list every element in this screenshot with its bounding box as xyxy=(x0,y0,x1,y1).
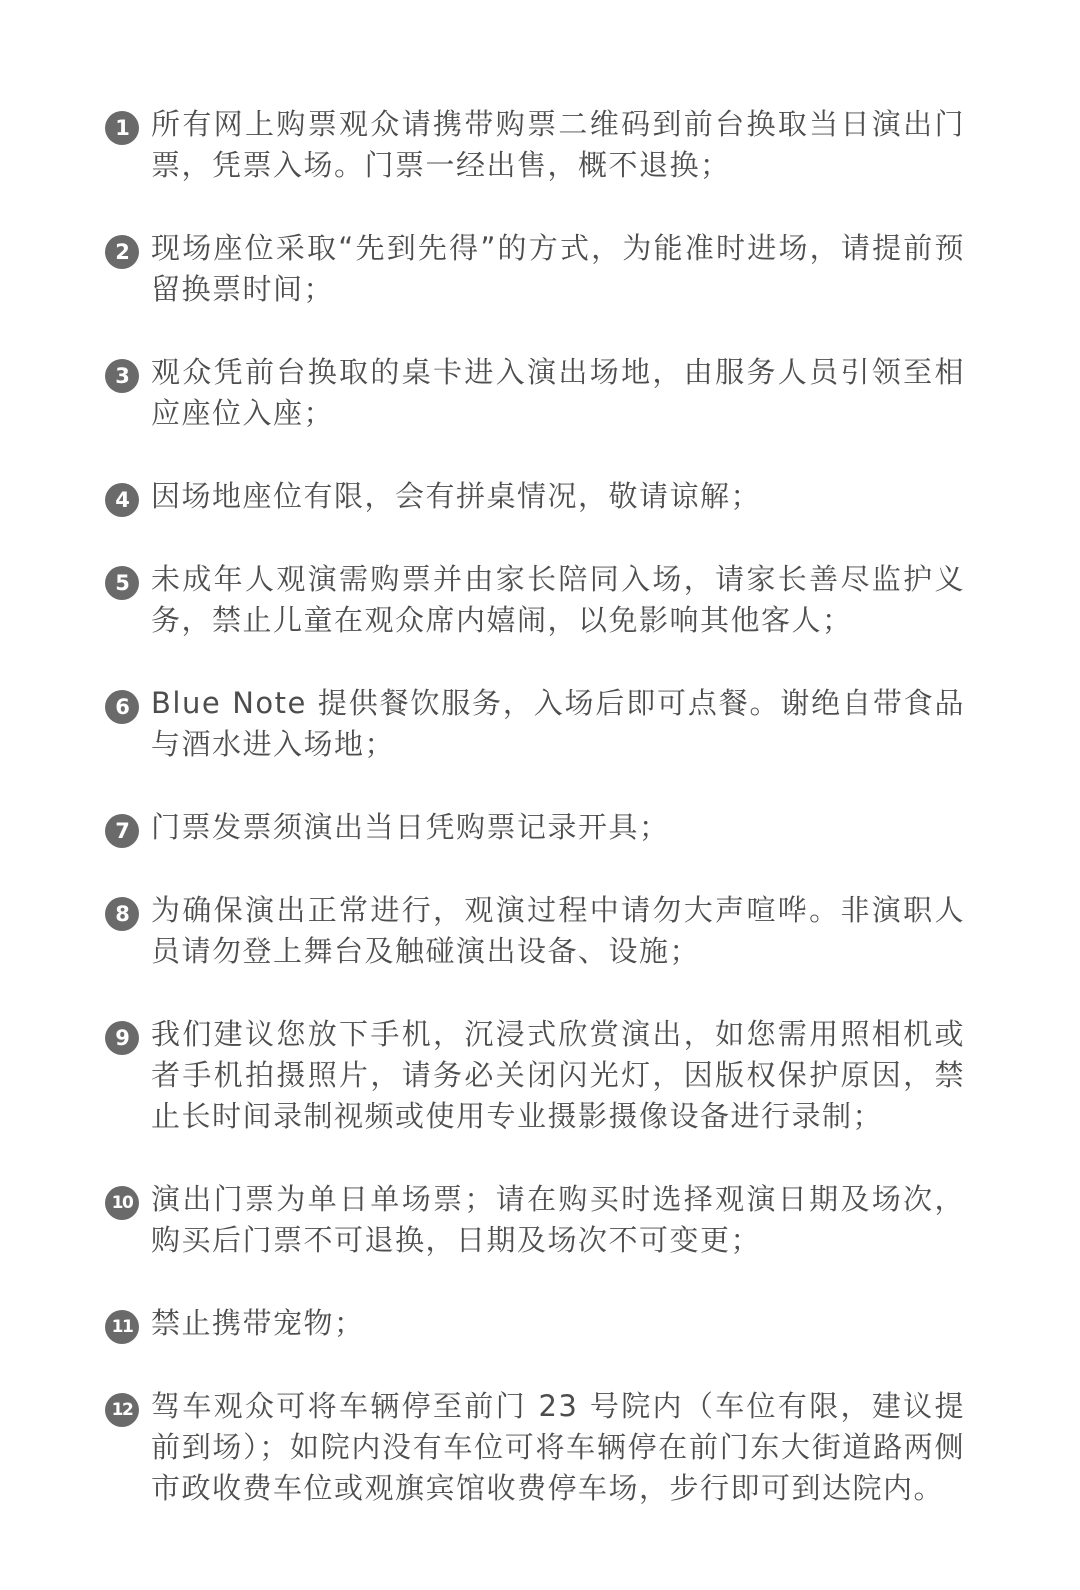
notice-text: 为确保演出正常进行，观演过程中请勿大声喧哗。非演职人员请勿登上舞台及触碰演出设备、设施； xyxy=(151,893,965,968)
notice-text: 禁止携带宠物； xyxy=(151,1306,365,1340)
notice-text: 演出门票为单日单场票；请在购买时选择观演日期及场次，购买后门票不可退换，日期及场次不可变更； xyxy=(151,1182,965,1257)
number-badge: 6 xyxy=(105,690,139,724)
notice-text: Blue Note 提供餐饮服务，入场后即可点餐。谢绝自带食品与酒水进入场地； xyxy=(151,686,965,761)
notice-text: 所有网上购票观众请携带购票二维码到前台换取当日演出门票，凭票入场。门票一经出售，概不退换； xyxy=(151,107,965,182)
notice-item xyxy=(105,807,965,848)
notice-item xyxy=(105,559,965,641)
number-badge: 8 xyxy=(105,897,139,931)
notice-item xyxy=(105,890,965,972)
number-badge: 4 xyxy=(105,483,139,517)
notice-item xyxy=(105,104,965,186)
number-badge: 2 xyxy=(105,235,139,269)
number-badge: 7 xyxy=(105,814,139,848)
notice-text: 我们建议您放下手机，沉浸式欣赏演出，如您需用照相机或者手机拍摄照片，请务必关闭闪光灯，因版权保护原因，禁止长时间录制视频或使用专业摄影摄像设备进行录制； xyxy=(151,1017,965,1133)
notice-text: 因场地座位有限，会有拼桌情况，敬请谅解； xyxy=(151,479,762,513)
notice-text: 门票发票须演出当日凭购票记录开具； xyxy=(151,810,670,844)
number-badge: 10 xyxy=(105,1186,139,1220)
notice-text: 驾车观众可将车辆停至前门 23 号院内（车位有限，建议提前到场）；如院内没有车位可将车辆停在前门东大街道路两侧市政收费车位或观旗宾馆收费停车场，步行即可到达院内。 xyxy=(151,1389,965,1505)
notice-item xyxy=(105,228,965,310)
number-badge: 9 xyxy=(105,1021,139,1055)
notice-item xyxy=(105,352,965,434)
notice-text: 现场座位采取“先到先得”的方式，为能准时进场，请提前预留换票时间； xyxy=(151,231,965,306)
notice-text: 未成年人观演需购票并由家长陪同入场，请家长善尽监护义务，禁止儿童在观众席内嬉闹，以免影响其他客人； xyxy=(151,562,965,637)
number-badge: 3 xyxy=(105,359,139,393)
notice-item xyxy=(105,683,965,765)
notice-item xyxy=(105,1179,965,1261)
number-badge: 1 xyxy=(105,111,139,145)
notice-list xyxy=(105,104,965,1551)
number-badge: 11 xyxy=(105,1310,139,1344)
notice-item xyxy=(105,1303,965,1344)
notice-text: 观众凭前台换取的桌卡进入演出场地，由服务人员引领至相应座位入座； xyxy=(151,355,965,430)
number-badge: 12 xyxy=(105,1393,139,1427)
notice-item xyxy=(105,1386,965,1509)
notice-item xyxy=(105,476,965,517)
number-badge: 5 xyxy=(105,566,139,600)
notice-item xyxy=(105,1014,965,1137)
